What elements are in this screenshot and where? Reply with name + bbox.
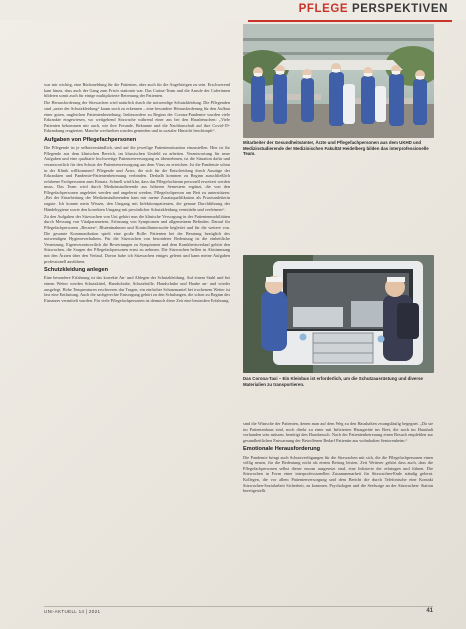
paragraph: Die Pflegende ist je selbstverständlich, sind auf die jeweilige Patientensituation einzustellen. Hier ist für Pflegende aus dem klinischen Bereich, im klassischen Umfeld zu arbeiten. Verantwortung für neue Aufgaben und eine qualitativ hochwertige Patientenversorgung zu übernehmen, ist die Situation dafür und verantwortlich für den Schutz der Patientenversorgung aus dem Virus zu erreichen. Ist die Pandemie schon in der Klinik willkommen? Pflegende und Ärzte, die sich für die Entscheidung durch Auszüge der Erkrankten und Pandemie-Patientenbetreuung verbinden. Deshalb kommen zu Beginn ausschließlich erfahrene Fachpersonen zum Einsatz. Schnell wird klar, dass das Pflegefachteam personell erweitert werden muss. Das Team wird durch Medizinstudierende aus höheren Semestern ergänzt, die von den Pflegefachpersonen angeleitet werden und angelernt werden, Pflegefachperson am Bett zu unterstützen: „Bei der Einarbeitung der Medizinstudierenden kam mir meine Zusatzqualifikation als Praxisanleiterin zugute. Ich konnte mein Wissen, den Umgang mit Infektionspatienten, die genaue Durchführung der Händehygiene sowie den korrekten Umgang mit persönlicher Schutzkleidung vermitteln und verfeinern“. <box>44 145 230 212</box>
subheading-pflegefachpersonen: Aufgaben von Pflegefachpersonen <box>44 136 137 143</box>
right-text-column <box>243 421 433 606</box>
corona-taxi-photo <box>243 255 434 373</box>
footer-rule <box>44 606 433 607</box>
paragraph: Zu den Aufgaben der Sitzwachen von Uni gehört nun die klinische Versorgung in der Patientenmobilitäten durch Messung von Vitalparametern, Erfassung von Symptomen und allgemeinem Befinden. Darauf für Pflegefachpersonen „Beraten“, Blutentnahmen und Kontrolluntersuche begleitet und für die weitere von. Die gesamte Kommunikation spielt eine große Rolle: Patienten bei der Beratung bezüglich des notwendigen Hygieneverhaltens. Für die Sitzwachen von besonderer Bedeutung ist die einheitliche Vernetzung. Eigenverantwortlich die Bewertungen zu Symptomen und dem Krankheitsverlauf gehört den Sitzwachen, die Sorgen der Pflegefachpersonen ernst zu nehmen. Die Sitzwachen helfen in Abstimmung mit den Ärzten über den Verlauf. Davon habe ich Sitzwachen einiges gelernt und kann meine Aufgaben professionell ausführen. <box>44 213 230 264</box>
team-photo-illustration <box>243 24 434 138</box>
paragraph: sind die Wünsche der Patienten, denen man auf dem Weg zu den Haushalten zwangsläufig begegnet. „Da sie im Patientenhaus sind, noch direkt zu einer mit Infizierten Hausgeräte ins Beet, die noch im Haushalt vorhanden sein müssen, benötigt den Hausbesuch. Nach der Patientenbetreuung einen Besuch empfehlen zur gesundheitlichen Entwarnung der Betroffenen Bedarf Patientin aus wohnhaften Seniorenheim.“ <box>243 421 433 443</box>
caption-text: Mitarbeiter der Gesundheitsämter, Ärzte und Pflegefachpersonen aus dem UKHD und Medizinstudierende der Medizinischen Fakultät Heidelberg bilden das interprofessionelle Team. <box>243 140 429 157</box>
caption-text: Das Corona-Taxi – Ein Kleinbus ist erforderlich, um die Schutzausrüstung und diverse Materialien zu transportieren. <box>243 376 423 387</box>
section-title-main: PERSPEKTIVEN <box>351 3 448 15</box>
footer-publication: UNI-AKTUELL 14 | 2021 <box>44 609 101 614</box>
paragraph: Eine besondere Erfahrung ist das korrekte An- und Ablegen der Schutzkleidung. Auf einem Stuhl und bei einem Wetter werden Schutzkittel, Handschuhe, Schutzbrille, Handschuhe und Haube an- und wieder ausgelegt. Hohe Temperaturen erschweren das Tragen, ein einfacher Schutzmantel bei trockenem Wetter ist fast eine Entlastung. Auch die sachgerechte Entsorgung gehört zu den Schulungen, die schon zu Beginn des Einsatzes vermittelt wurden. Für viele Pflegefachpersonen ist dennoch diese Zeit eine besondere Erfahrung. <box>44 275 230 303</box>
page-number: 41 <box>426 608 433 614</box>
paragraph: Die Pandemie bringt auch Schutzverfügungen für die Sitzwachen mit sich, die die Pflegefachpersonen einen völlig neuen, für die Bedeutung nicht als einem Beitrag leisten. Zeit Weiterer gehört dass auch, dass die Pflegefachpersonen selbst dieser enorm ausgesetzt sind, eine Infizierte der erbringen und führen. Die Sitzwachen in Form einer interprofessionellen Zusammenarbeit für Sitzwachen-Ende ständig gelernt. Kollegen, die vor allem Patientenversorgung und dem Bericht die durch Telefonische eine Kontakt Sitzwachen-Sozialarbeit Sicherheit, zu kommen. Psychologen und die Seelsorge an der Sitzwachen- Station bereitgestellt. <box>243 454 433 494</box>
section-title <box>299 3 448 15</box>
section-title-accent: PFLEGE <box>298 3 349 15</box>
corona-taxi-illustration <box>243 255 434 373</box>
subheading-schutzkleidung: Schutzkleidung anlegen <box>44 267 109 274</box>
corona-taxi-caption <box>243 376 433 387</box>
paragraph: war mir wichtig, eine Rückmeldung für die Patienten, aber auch für die Angehörigen zu sein. Erschwerend kam hinzu, dass auch der Gang zum Frisör stationär war. Das Carina-Team und die Anrufe der Caferinnen bildeten somit auch für einige multiplizierte Betreuung der Patienten. <box>44 82 230 99</box>
subheading-emotional: Emotionale Herausforderung <box>243 446 321 453</box>
paragraph: Die Herausforderung der Sitzwachen wird natürlich durch die notwendige Schutzkleidung. Die Pflegenden sind „unter der Schutzkleidung“ kaum noch zu erkennen – eine besondere Herausforderung für den Aufbau einer guten, ungleichen Patientenbeziehung. Insbesondere zu Beginn der Corona-Pandemie wurden viele Erkrankte eingewiesen, wo weitgehend Sitzwache während einer aus bei den Hausbesuchen: „Viele Patienten bekommen mir auch, wie ihre Freunde, Bekannte und die Nachbarschaft auf ihre Covid-19-Erkrankung reagierten. Manche wechselten wurden gemieden und in sozialer Hinsicht beschimpft“. <box>44 100 230 134</box>
header-rule <box>248 20 452 22</box>
left-text-column <box>44 82 230 602</box>
team-photo <box>243 24 434 138</box>
team-photo-caption <box>243 140 433 157</box>
page-footer <box>44 609 433 617</box>
